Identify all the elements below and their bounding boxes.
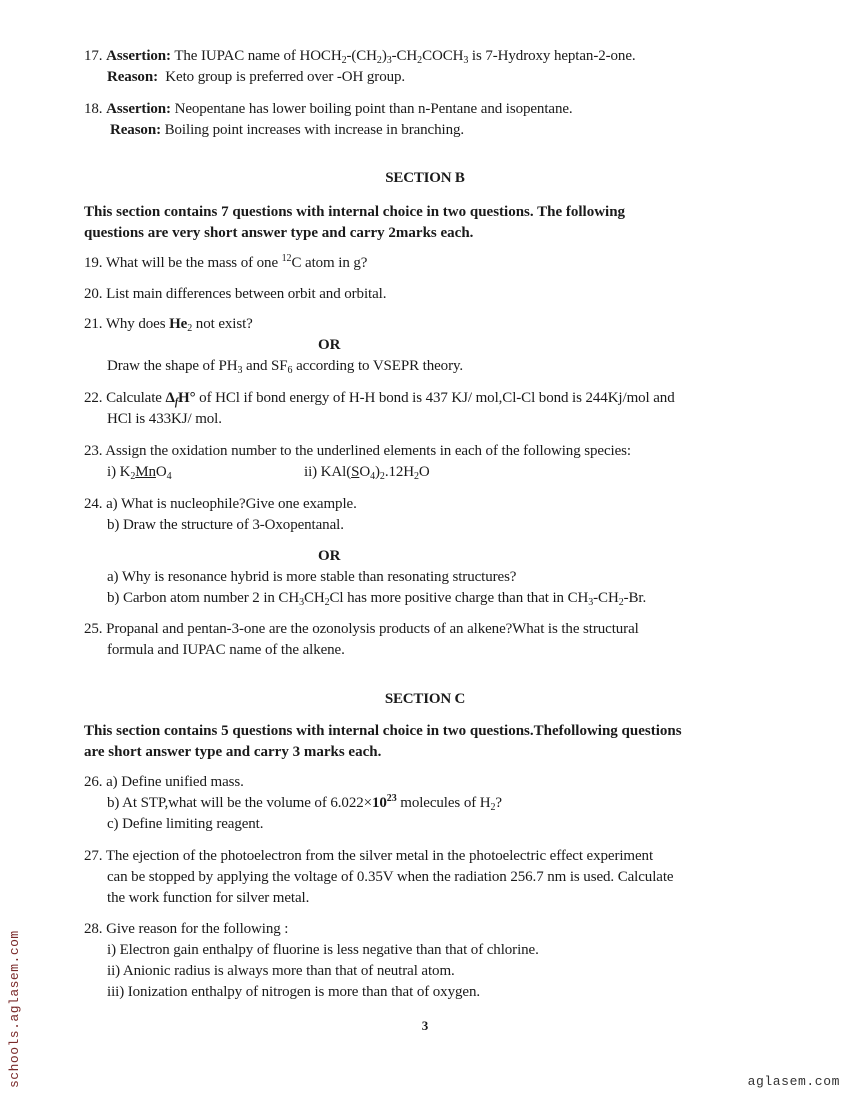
formula-part: .12H bbox=[384, 464, 414, 480]
q28-intro-line bbox=[84, 919, 784, 940]
formula-part: O bbox=[155, 464, 167, 480]
option-label: ii) KAl( bbox=[304, 464, 352, 480]
q19-line bbox=[84, 253, 784, 274]
assertion-label: Assertion: bbox=[106, 48, 171, 64]
q22-line1 bbox=[84, 388, 784, 409]
q25-line2: formula and IUPAC name of the alkene. bbox=[107, 642, 345, 658]
q26-b-mid: molecules of H bbox=[396, 795, 491, 811]
q19-text: What will be the mass of one bbox=[105, 255, 282, 271]
superscript: 23 bbox=[386, 793, 397, 804]
subscript: 4 bbox=[166, 471, 172, 482]
q18-reason-line bbox=[84, 120, 784, 141]
q28-part-ii: ii) Anionic radius is always more than that of neutral atom. bbox=[107, 963, 455, 979]
subscript: 2 bbox=[618, 597, 624, 608]
q24-line-a bbox=[84, 494, 784, 515]
section-c-instructions-line2: are short answer type and carry 3 marks each. bbox=[84, 744, 382, 760]
question-17 bbox=[84, 46, 784, 88]
side-watermark: schools.aglasem.com bbox=[7, 930, 22, 1088]
q26-part-c: c) Define limiting reagent. bbox=[107, 816, 264, 832]
question-20 bbox=[84, 284, 784, 305]
q19-text-end: C atom in g? bbox=[291, 255, 368, 271]
q27-line3: the work function for silver metal. bbox=[107, 890, 310, 906]
delta-symbol: Δ bbox=[165, 390, 175, 406]
section-b-instructions-line2: questions are very short answer type and carry 2marks each. bbox=[84, 225, 474, 241]
q26-number: 26. bbox=[84, 774, 103, 790]
formula-part: CH bbox=[303, 590, 325, 606]
section-b-title: SECTION B bbox=[385, 170, 465, 186]
subscript: 3 bbox=[588, 597, 594, 608]
q22-line2: HCl is 433KJ/ mol. bbox=[107, 411, 222, 427]
q23-option-i bbox=[107, 464, 172, 480]
formula-part: -(CH bbox=[346, 48, 377, 64]
q20-number: 20. bbox=[84, 286, 103, 302]
q26-line-a bbox=[84, 772, 784, 793]
subscript: 3 bbox=[463, 55, 469, 66]
formula-part: ) bbox=[375, 464, 380, 480]
subscript: 3 bbox=[299, 597, 304, 608]
q24-part-b: b) Draw the structure of 3-Oxopentanal. bbox=[107, 517, 344, 533]
q17-number: 17. bbox=[84, 48, 103, 64]
q28-part-iii: iii) Ionization enthalpy of nitrogen is more than that of oxygen. bbox=[107, 984, 480, 1000]
or-divider: OR bbox=[318, 337, 341, 353]
q17-assertion-line bbox=[84, 46, 784, 67]
subscript: 2 bbox=[341, 55, 347, 66]
q23-number: 23. bbox=[84, 443, 103, 459]
subscript: 2 bbox=[324, 597, 330, 608]
formula-part: -CH bbox=[593, 590, 619, 606]
reason-label: Reason: bbox=[107, 69, 158, 85]
q25-line1 bbox=[84, 619, 784, 640]
formula-part: -CH bbox=[391, 48, 418, 64]
q26-part-b bbox=[84, 793, 784, 814]
q17-assertion-text: The IUPAC name of HOCH bbox=[174, 48, 342, 64]
q17-reason-line bbox=[84, 67, 784, 88]
q21-alt-end: according to VSEPR theory. bbox=[292, 358, 464, 374]
q28-number: 28. bbox=[84, 921, 103, 937]
q27-line1 bbox=[84, 846, 784, 867]
q23-options bbox=[84, 462, 784, 483]
q17-reason-text: Keto group is preferred over -OH group. bbox=[165, 69, 406, 85]
q25-text: Propanal and pentan-3-one are the ozonolysis products of an alkene?What is the structural bbox=[106, 621, 639, 637]
underlined-element: Mn bbox=[135, 464, 156, 480]
or-divider: OR bbox=[318, 548, 341, 564]
q28-intro: Give reason for the following : bbox=[106, 921, 289, 937]
q27-number: 27. bbox=[84, 848, 103, 864]
subscript: 3 bbox=[386, 55, 392, 66]
q19-number: 19. bbox=[84, 255, 103, 271]
q24-alt-b-text: b) Carbon atom number 2 in CH bbox=[107, 590, 300, 606]
underlined-element: S bbox=[351, 464, 360, 480]
q21-text-end: not exist? bbox=[192, 316, 253, 332]
section-c-title: SECTION C bbox=[384, 691, 466, 707]
bottom-watermark: aglasem.com bbox=[747, 1074, 840, 1089]
q24-alt-part-b bbox=[84, 588, 784, 609]
q21-number: 21. bbox=[84, 316, 103, 332]
q22-text: Calculate bbox=[106, 390, 166, 406]
subscript: 6 bbox=[287, 365, 293, 376]
formula-part: COCH bbox=[422, 48, 464, 64]
q17-assertion-end: is 7-Hydroxy heptan-2-one. bbox=[468, 48, 636, 64]
q24-part-a: a) What is nucleophile?Give one example. bbox=[106, 496, 357, 512]
subscript: 2 bbox=[417, 55, 423, 66]
q26-b-end: ? bbox=[495, 795, 502, 811]
question-25 bbox=[84, 619, 784, 661]
assertion-label: Assertion: bbox=[106, 101, 171, 117]
q22-text-end: of HCl if bond energy of H-H bond is 437 KJ/ mol,Cl-Cl bond is 244Kj/mol and bbox=[195, 390, 675, 406]
formula-part: O bbox=[359, 464, 371, 480]
q18-number: 18. bbox=[84, 101, 103, 117]
formula-part: ) bbox=[381, 48, 387, 64]
q27-line2: can be stopped by applying the voltage of 0.35V when the radiation 256.7 nm is used. Calculate bbox=[107, 869, 674, 885]
question-27 bbox=[84, 846, 784, 909]
option-label: i) K bbox=[107, 464, 131, 480]
section-c-instructions-line1: This section contains 5 questions with internal choice in two questions.Thefollowing questions bbox=[84, 723, 682, 739]
q21-alt-mid: and SF bbox=[242, 358, 288, 374]
q22-number: 22. bbox=[84, 390, 103, 406]
subscript: 3 bbox=[237, 365, 243, 376]
q23-option-ii bbox=[304, 462, 430, 483]
page-number: 3 bbox=[421, 1018, 429, 1033]
question-24 bbox=[84, 494, 784, 609]
q27-text: The ejection of the photoelectron from the silver metal in the photoelectric effect experiment bbox=[105, 848, 654, 864]
q25-number: 25. bbox=[84, 621, 103, 637]
subscript: 2 bbox=[376, 55, 382, 66]
q24-alt-part-a: a) Why is resonance hybrid is more stable than resonating structures? bbox=[107, 569, 517, 585]
q20-line bbox=[84, 284, 784, 305]
q24-alt-b-mid: Cl has more positive charge than that in CH bbox=[329, 590, 589, 606]
question-22 bbox=[84, 388, 784, 430]
q26-b-power-base: 10 bbox=[371, 795, 387, 811]
q21-formula: He bbox=[169, 316, 188, 332]
section-c-instructions bbox=[84, 721, 774, 763]
q21-text: Why does bbox=[105, 316, 170, 332]
question-23 bbox=[84, 441, 784, 483]
section-b-instructions bbox=[84, 202, 774, 244]
q24-number: 24. bbox=[84, 496, 103, 512]
subscript: 2 bbox=[414, 471, 419, 482]
section-b-instructions-line1: This section contains 7 questions with internal choice in two questions. The following bbox=[84, 204, 626, 220]
q21-alt-text: Draw the shape of PH bbox=[107, 358, 238, 374]
question-21 bbox=[84, 314, 784, 377]
enthalpy-symbol: H° bbox=[178, 390, 196, 406]
question-26 bbox=[84, 772, 784, 835]
question-28 bbox=[84, 919, 784, 1003]
formula-part: O bbox=[418, 464, 430, 480]
formula-part: -Br. bbox=[623, 590, 647, 606]
q18-assertion-line bbox=[84, 99, 784, 120]
question-19 bbox=[84, 253, 784, 274]
q20-text: List main differences between orbit and orbital. bbox=[106, 286, 387, 302]
subscript: f bbox=[174, 397, 179, 408]
subscript: 2 bbox=[490, 802, 496, 813]
superscript: 12 bbox=[281, 253, 292, 264]
q18-reason-text: Boiling point increases with increase in branching. bbox=[164, 122, 465, 138]
subscript: 2 bbox=[379, 471, 385, 482]
q21-line bbox=[84, 314, 784, 335]
q28-part-i: i) Electron gain enthalpy of fluorine is less negative than that of chlorine. bbox=[107, 942, 539, 958]
q23-text: Assign the oxidation number to the underlined elements in each of the following species: bbox=[105, 443, 631, 459]
subscript: 2 bbox=[130, 471, 136, 482]
subscript: 2 bbox=[187, 323, 193, 334]
q26-part-a: a) Define unified mass. bbox=[106, 774, 244, 790]
q26-b-text: b) At STP,what will be the volume of 6.022× bbox=[107, 795, 372, 811]
q23-line1 bbox=[84, 441, 784, 462]
reason-label: Reason: bbox=[110, 122, 161, 138]
q21-alt-line bbox=[84, 356, 784, 377]
question-18 bbox=[84, 99, 784, 141]
q18-assertion-text: Neopentane has lower boiling point than n-Pentane and isopentane. bbox=[174, 101, 573, 117]
subscript: 4 bbox=[370, 471, 375, 482]
